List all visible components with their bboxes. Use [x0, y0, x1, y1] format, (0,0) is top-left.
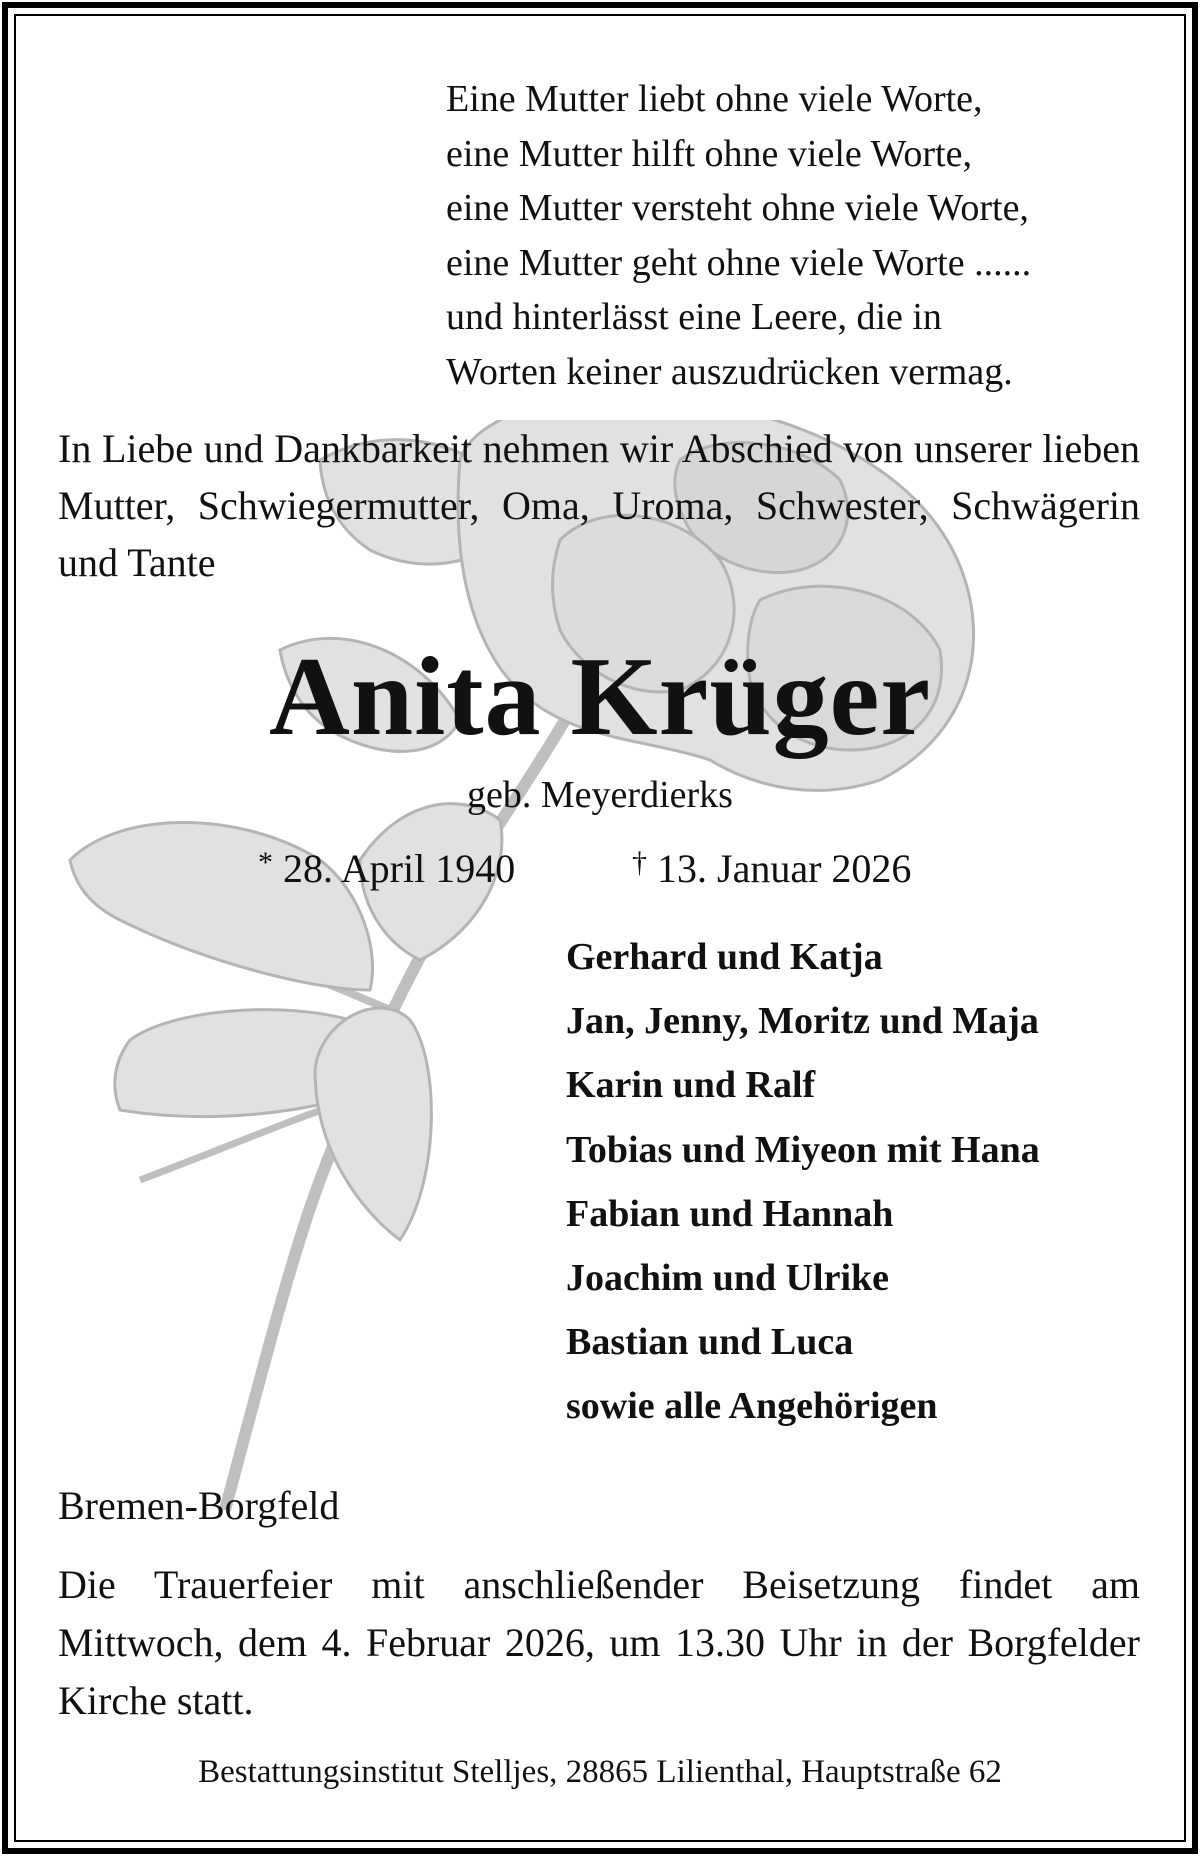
mourner-entry: sowie alle Angehörigen	[566, 1385, 938, 1428]
deceased-name: Anita Krüger	[268, 635, 932, 759]
mourner-entry: Karin und Ralf	[566, 1064, 816, 1107]
mourner-entry: Tobias und Miyeon mit Hana	[566, 1128, 1040, 1171]
poem-line: eine Mutter geht ohne viele Worte ......	[446, 241, 1032, 284]
intro-text: In Liebe und Dankbarkeit nehmen wir Abschied von unserer lieben Mutter, Schwiegermutter, Oma, Uroma, Schwester, Schwägerin und Tante	[58, 426, 1140, 585]
funeral-home: Bestattungsinstitut Stelljes, 28865 Lilienthal, Hauptstraße 62	[198, 1754, 1002, 1790]
maiden-name: geb. Meyerdierks	[467, 774, 733, 816]
mourner-entry: Jan, Jenny, Moritz und Maja	[566, 1000, 1039, 1043]
birth-star-icon: *	[258, 846, 273, 879]
birth-date: 28. April 1940	[283, 846, 516, 891]
service-text: Die Trauerfeier mit anschließender Beisetzung findet am Mittwoch, dem 4. Februar 2026, um 13.30 Uhr in der Borgfelder Kirche statt.	[58, 1562, 1140, 1723]
death-cross-icon: †	[632, 846, 647, 879]
mourner-entry: Fabian und Hannah	[566, 1192, 894, 1235]
mourner-entry: Gerhard und Katja	[566, 936, 883, 978]
death-date-line	[632, 836, 911, 896]
poem	[446, 72, 1146, 399]
death-date: 13. Januar 2026	[657, 846, 912, 891]
poem-line: eine Mutter hilft ohne viele Worte,	[446, 132, 972, 175]
mourner-entry: Bastian und Luca	[566, 1321, 854, 1364]
place-name: Bremen-Borgfeld	[58, 1483, 340, 1528]
birth-date-line	[258, 836, 515, 896]
mourners-list	[566, 925, 1166, 1439]
poem-line: eine Mutter versteht ohne viele Worte,	[446, 187, 1029, 229]
mourner-entry: Joachim und Ulrike	[566, 1257, 890, 1300]
poem-line: Eine Mutter liebt ohne viele Worte,	[446, 78, 983, 120]
poem-line: und hinterlässt eine Leere, die in	[446, 296, 942, 338]
poem-line: Worten keiner auszudrücken vermag.	[446, 350, 1013, 393]
